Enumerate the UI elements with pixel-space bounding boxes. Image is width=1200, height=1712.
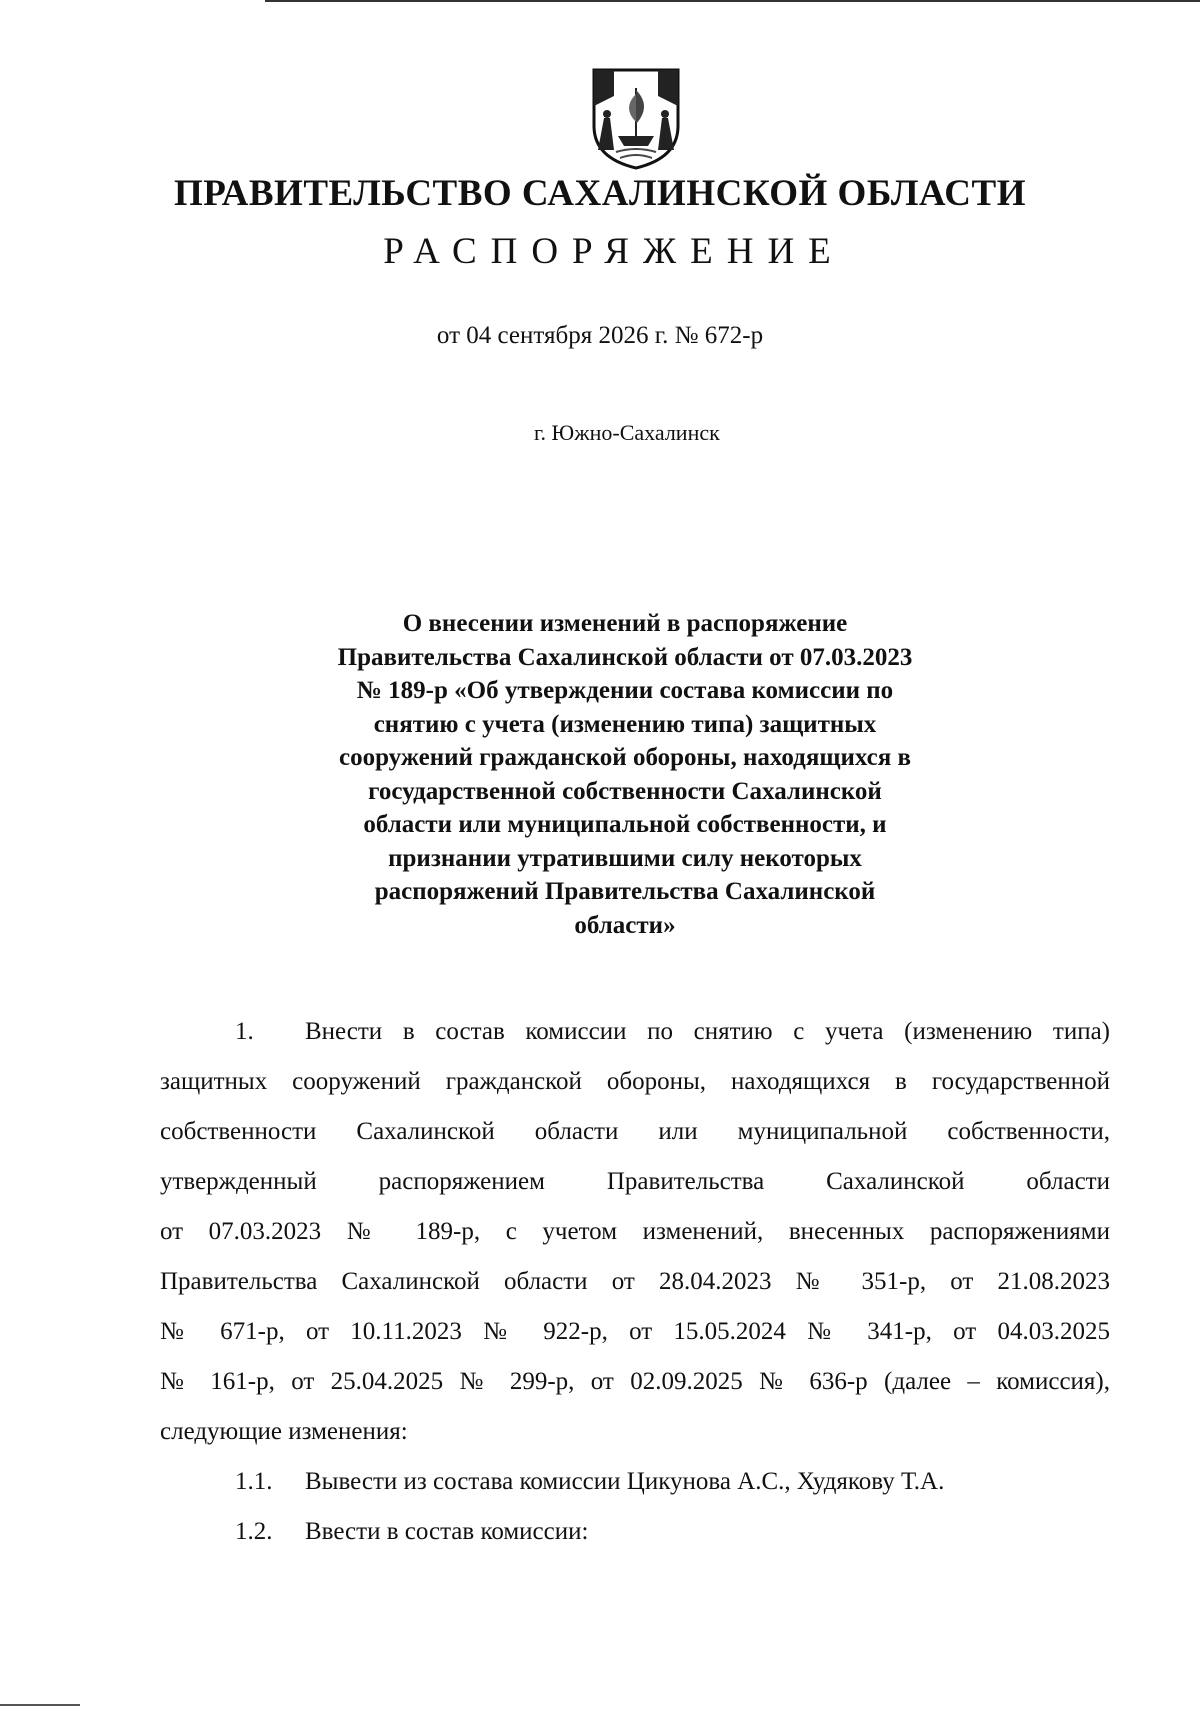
subject-line: признании утратившими силу некоторых	[388, 844, 862, 872]
document-subject	[285, 607, 965, 942]
subject-line: снятию с учета (изменению типа) защитных	[373, 710, 877, 738]
subject-line: сооружений гражданской обороны, находящихся в	[338, 744, 912, 771]
paragraph-line: собственности Сахалинской области или муниципальной собственности,	[160, 1118, 1110, 1145]
paragraph-line: Внести в состав комиссии по снятию с учета (изменению типа)	[305, 1018, 1110, 1045]
paragraph-line: следующие изменения:	[160, 1418, 408, 1445]
paragraph-line: от 07.03.2023 № 189-р, с учетом изменений, внесенных распоряжениями	[160, 1218, 1110, 1245]
document-type: РАСПОРЯЖЕНИЕ	[383, 231, 845, 272]
paragraph-line: утвержденный распоряжением Правительства Сахалинской области	[160, 1168, 1110, 1195]
paragraph-line: защитных сооружений гражданской обороны, находящихся в государственной	[160, 1068, 1110, 1095]
subject-line: Правительства Сахалинской области от 07.03.2023	[337, 643, 913, 671]
paragraph-line: Вывести из состава комиссии Цикунова А.С., Худякову Т.А.	[305, 1468, 945, 1495]
subject-line: области»	[574, 911, 676, 939]
paragraph-line: Ввести в состав комиссии:	[305, 1518, 589, 1545]
document-city: г. Южно-Сахалинск	[534, 420, 720, 445]
paragraph-line: № 671-р, от 10.11.2023 № 922-р, от 15.05.2024 № 341-р, от 04.03.2025	[160, 1318, 1110, 1345]
subject-line: области или муниципальной собственности, и	[363, 811, 887, 838]
subject-line: О внесении изменений в распоряжение	[402, 610, 848, 637]
subject-line: государственной собственности Сахалинской	[368, 777, 882, 805]
paragraph-line: Правительства Сахалинской области от 28.04.2023 № 351-р, от 21.08.2023	[160, 1268, 1110, 1295]
subject-line: распоряжений Правительства Сахалинской	[374, 878, 876, 905]
coat-of-arms-icon	[588, 66, 684, 170]
paragraph-number: 1.2.	[235, 1518, 273, 1545]
paragraph-number: 1.	[235, 1018, 254, 1045]
document-date-number: от 04 сентября 2026 г. № 672-р	[436, 322, 764, 349]
subject-line: № 189-р «Об утверждении состава комиссии по	[356, 677, 894, 704]
scan-top-edge	[265, 0, 1200, 2]
paragraph-line: № 161-р, от 25.04.2025 № 299-р, от 02.09.2025 № 636-р (далее – комиссия),	[160, 1368, 1110, 1395]
government-title: ПРАВИТЕЛЬСТВО САХАЛИНСКОЙ ОБЛАСТИ	[174, 173, 1026, 214]
paragraph-number: 1.1.	[235, 1468, 273, 1495]
scan-bottom-edge	[0, 1704, 80, 1706]
